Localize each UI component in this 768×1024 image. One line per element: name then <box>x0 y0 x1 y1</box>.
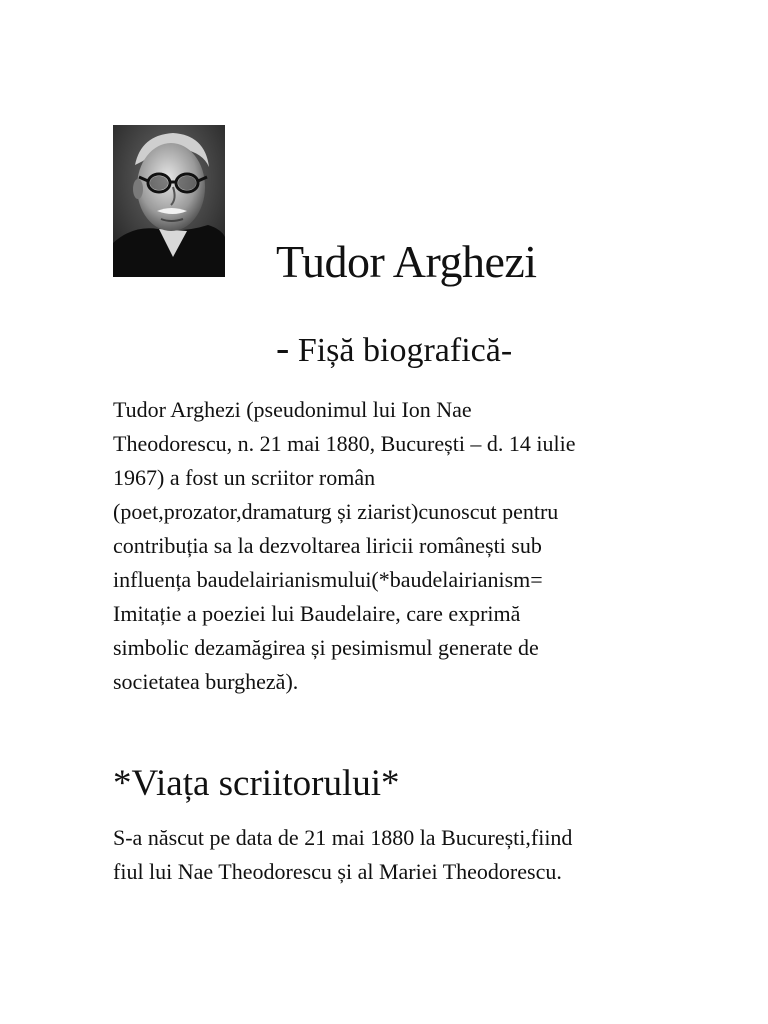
intro-line: contribuția sa la dezvoltarea liricii românești sub <box>113 533 542 558</box>
intro-line: Tudor Arghezi (pseudonimul lui Ion Nae <box>113 397 472 422</box>
intro-line: simbolic dezamăgirea și pesimismul generate de <box>113 635 539 660</box>
subtitle-dash: - <box>276 325 290 370</box>
intro-line: influența baudelairianismului(*baudelairianism= <box>113 567 543 592</box>
intro-line: societatea burgheză). <box>113 669 299 694</box>
page-title: Tudor Arghezi <box>276 236 537 287</box>
life-paragraph <box>113 821 653 889</box>
intro-line: (poet,prozator,dramaturg și ziarist)cunoscut pentru <box>113 499 559 524</box>
intro-paragraph <box>113 393 653 699</box>
page-subtitle <box>276 326 512 373</box>
intro-line: Theodorescu, n. 21 mai 1880, București – d. 14 iulie <box>113 431 576 456</box>
section-heading: *Viața scriitorului* <box>113 763 400 804</box>
intro-line: Imitație a poeziei lui Baudelaire, care exprimă <box>113 601 521 626</box>
subtitle-text: Fișă biografică- <box>289 332 513 369</box>
intro-line: 1967) a fost un scriitor român <box>113 465 376 490</box>
author-portrait <box>113 125 225 277</box>
life-line: S-a născut pe data de 21 mai 1880 la București,fiind <box>113 825 573 850</box>
life-line: fiul lui Nae Theodorescu și al Mariei Theodorescu. <box>113 859 562 884</box>
